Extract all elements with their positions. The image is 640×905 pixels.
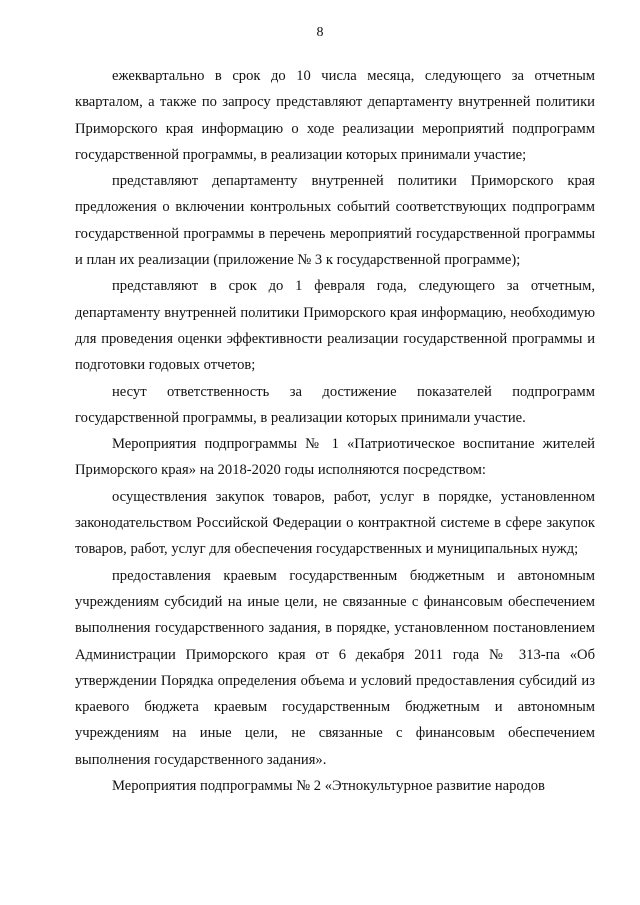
paragraph-subprogram-2-measures: Мероприятия подпрограммы № 2 «Этнокультурное развитие народов <box>112 778 545 795</box>
paragraph-subsidies: предоставления краевым государственным бюджетным и автономным учреждениям субсидий на иные цели, не связанные с финансовым обеспечением выполнения государственного задания, в порядке, установленном постановлением Администрации Приморского края от 6 декабря 2011 года № 313-па «Об утверждении Порядка определения объема и условий предоставления субсидий из краевого бюджета краевым государственным бюджетным и автономным учреждениям на иные цели, не связанные с финансовым обеспечением выполнения государственного задания». <box>75 567 595 768</box>
paragraph-quarterly-reporting: ежеквартально в срок до 10 числа месяца, следующего за отчетным кварталом, а также по запросу представляют департаменту внутренней политики Приморского края информацию о ходе реализации мероприятий подпрограмм государственной программы, в реализации которых принимали участие; <box>75 68 595 163</box>
paragraph-procurement: осуществления закупок товаров, работ, услуг в порядке, установленном законодательством Российской Федерации о контрактной системе в сфере закупок товаров, работ, услуг для обеспечения государственных и муниципальных нужд; <box>75 488 595 558</box>
document-body <box>75 63 595 799</box>
paragraph-control-events-proposals: представляют департаменту внутренней политики Приморского края предложения о включении контрольных событий соответствующих подпрограмм государственной программы в перечень мероприятий государственной программы и план их реализации (приложение № 3 к государственной программе); <box>75 173 595 269</box>
paragraph-annual-information: представляют в срок до 1 февраля года, следующего за отчетным, департаменту внутренней политики Приморского края информацию, необходимую для проведения оценки эффективности реализации государственной программы и подготовки годовых отчетов; <box>75 278 595 374</box>
page-number: 8 <box>316 25 324 40</box>
paragraph-subprogram-1-measures: Мероприятия подпрограммы № 1 «Патриотическое воспитание жителей Приморского края» на 2018-2020 годы исполняются посредством: <box>75 436 595 479</box>
paragraph-responsibility: несут ответственность за достижение показателей подпрограмм государственной программы, в реализации которых принимали участие. <box>75 383 595 426</box>
